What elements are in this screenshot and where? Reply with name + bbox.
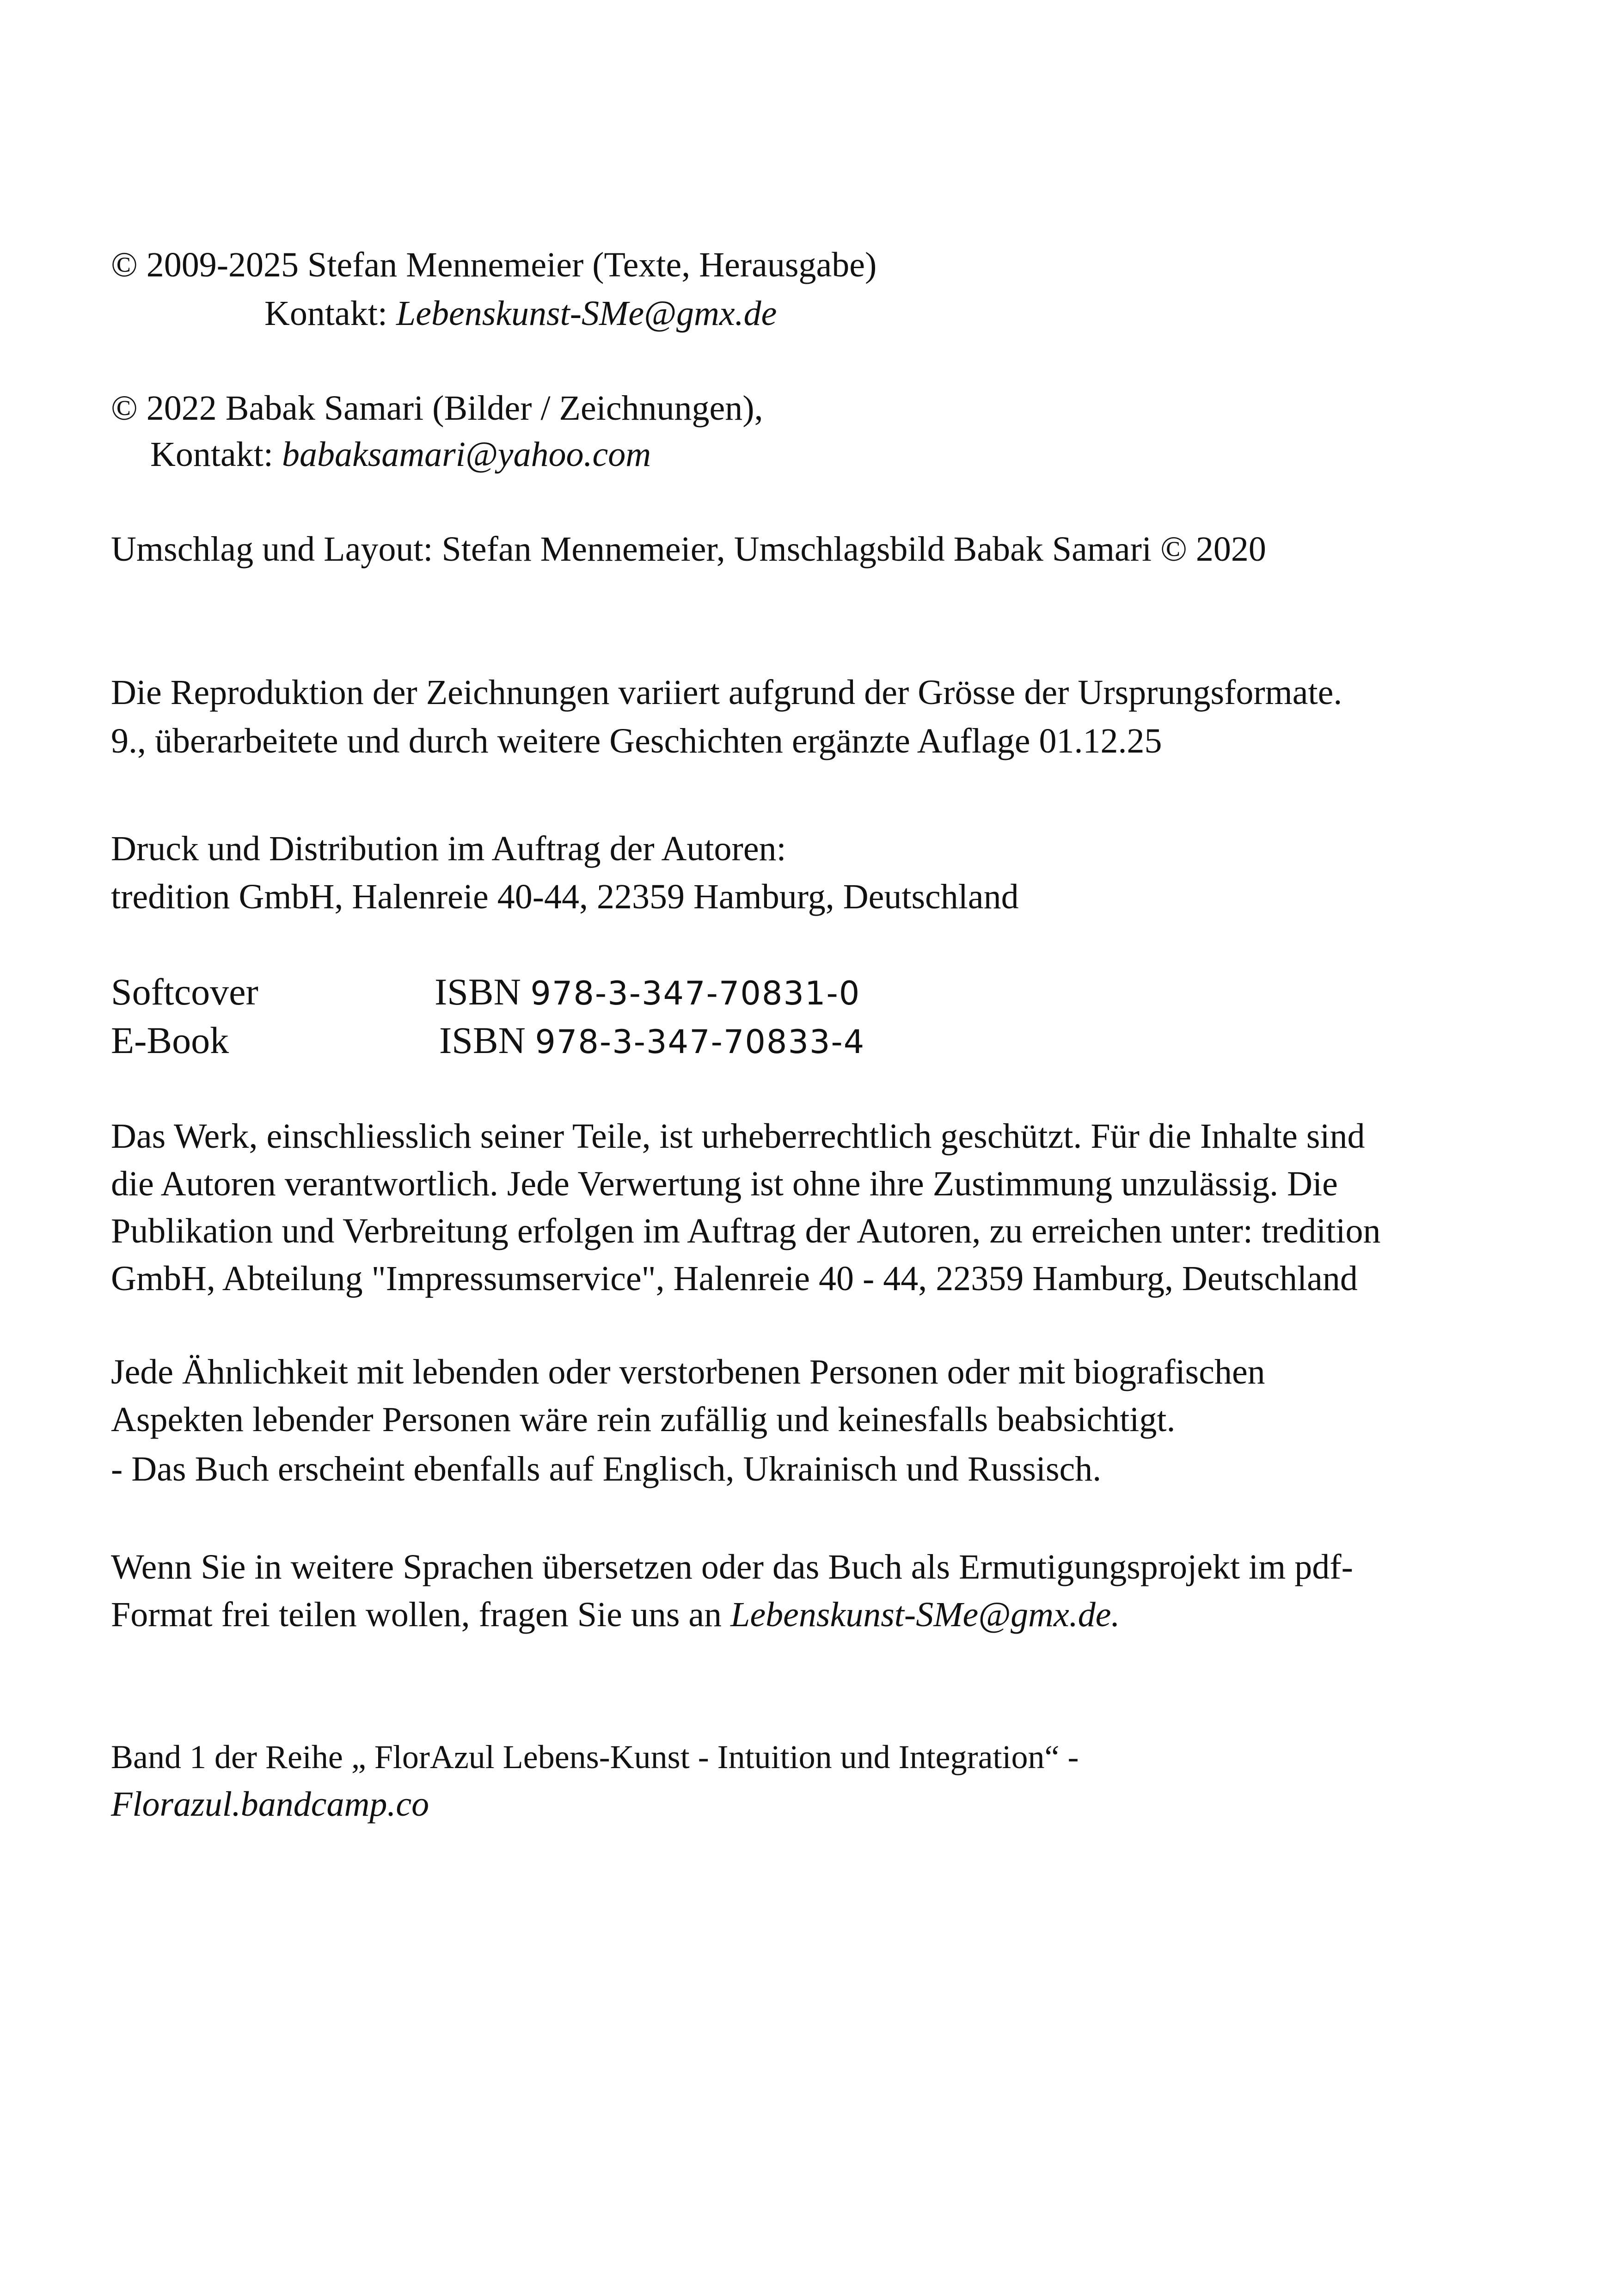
legal-line-3: Publikation und Verbreitung erfolgen im Auftrag der Autoren, zu erreichen unter: tredition xyxy=(111,1212,1381,1250)
texts-contact-label: Kontakt: xyxy=(264,294,396,333)
translation-email: Lebenskunst-SMe@gmx.de. xyxy=(730,1595,1120,1634)
images-contact-email: babaksamari@yahoo.com xyxy=(282,435,651,474)
legal-line-2: die Autoren verantwortlich. Jede Verwertung ist ohne ihre Zustimmung unzulässig. Die xyxy=(111,1164,1338,1203)
isbn-ebook-number-row xyxy=(439,1019,865,1061)
copyright-images-line: © 2022 Babak Samari (Bilder / Zeichnungen), xyxy=(111,389,763,428)
disclaimer-line-2: Aspekten lebender Personen wäre rein zufällig und keinesfalls beabsichtigt. xyxy=(111,1400,1176,1439)
series-line-1: Band 1 der Reihe „ FlorAzul Lebens-Kunst - Intuition und Integration“ - xyxy=(111,1739,1079,1776)
legal-line-4: GmbH, Abteilung "Impressumservice", Halenreie 40 - 44, 22359 Hamburg, Deutschland xyxy=(111,1259,1358,1298)
legal-line-1: Das Werk, einschliesslich seiner Teile, ist urheberrechtlich geschützt. Für die Inhalte sind xyxy=(111,1117,1365,1156)
isbn-softcover-number: 978-3-347-70831-0 xyxy=(530,974,861,1012)
isbn-softcover-number-row xyxy=(435,973,860,1011)
copyright-texts xyxy=(111,247,876,282)
reproduction-line-1: Die Reproduktion der Zeichnungen variiert aufgrund der Grösse der Ursprungsformate. xyxy=(111,673,1342,712)
images-contact-label: Kontakt: xyxy=(150,435,282,474)
isbn-ebook-format: E-Book xyxy=(111,1019,229,1061)
copyright-images xyxy=(111,391,763,426)
reproduction-line-2: 9., überarbeitete und durch weitere Geschichten ergänzte Auflage 01.12.25 xyxy=(111,722,1162,760)
isbn-softcover-format: Softcover xyxy=(111,971,258,1013)
disclaimer-line-1: Jede Ähnlichkeit mit lebenden oder verstorbenen Personen oder mit biografischen xyxy=(111,1353,1265,1391)
cover-layout: Umschlag und Layout: Stefan Mennemeier, Umschlagsbild Babak Samari © 2020 xyxy=(111,530,1266,569)
isbn-ebook-label: ISBN xyxy=(439,1019,535,1061)
translation-line-2 xyxy=(111,1597,1120,1632)
isbn-ebook xyxy=(111,1019,229,1061)
isbn-softcover-label: ISBN xyxy=(435,971,531,1013)
printing-line-1: Druck und Distribution im Auftrag der Autoren: xyxy=(111,829,786,868)
series-line-2: Florazul.bandcamp.co xyxy=(111,1785,429,1824)
texts-contact-email: Lebenskunst-SMe@gmx.de xyxy=(396,294,777,333)
translation-line-1: Wenn Sie in weitere Sprachen übersetzen oder das Buch als Ermutigungsprojekt im pdf- xyxy=(111,1548,1353,1586)
printing-line-2: tredition GmbH, Halenreie 40-44, 22359 Hamburg, Deutschland xyxy=(111,877,1019,916)
isbn-softcover xyxy=(111,973,258,1011)
texts-contact xyxy=(264,296,777,331)
translation-line-2-text: Format frei teilen wollen, fragen Sie uns an xyxy=(111,1595,731,1634)
isbn-ebook-number: 978-3-347-70833-4 xyxy=(535,1023,865,1061)
disclaimer-line-3: - Das Buch erscheint ebenfalls auf Englisch, Ukrainisch und Russisch. xyxy=(111,1450,1102,1488)
copyright-texts-line: © 2009-2025 Stefan Mennemeier (Texte, Herausgabe) xyxy=(111,245,877,284)
images-contact xyxy=(150,437,651,472)
